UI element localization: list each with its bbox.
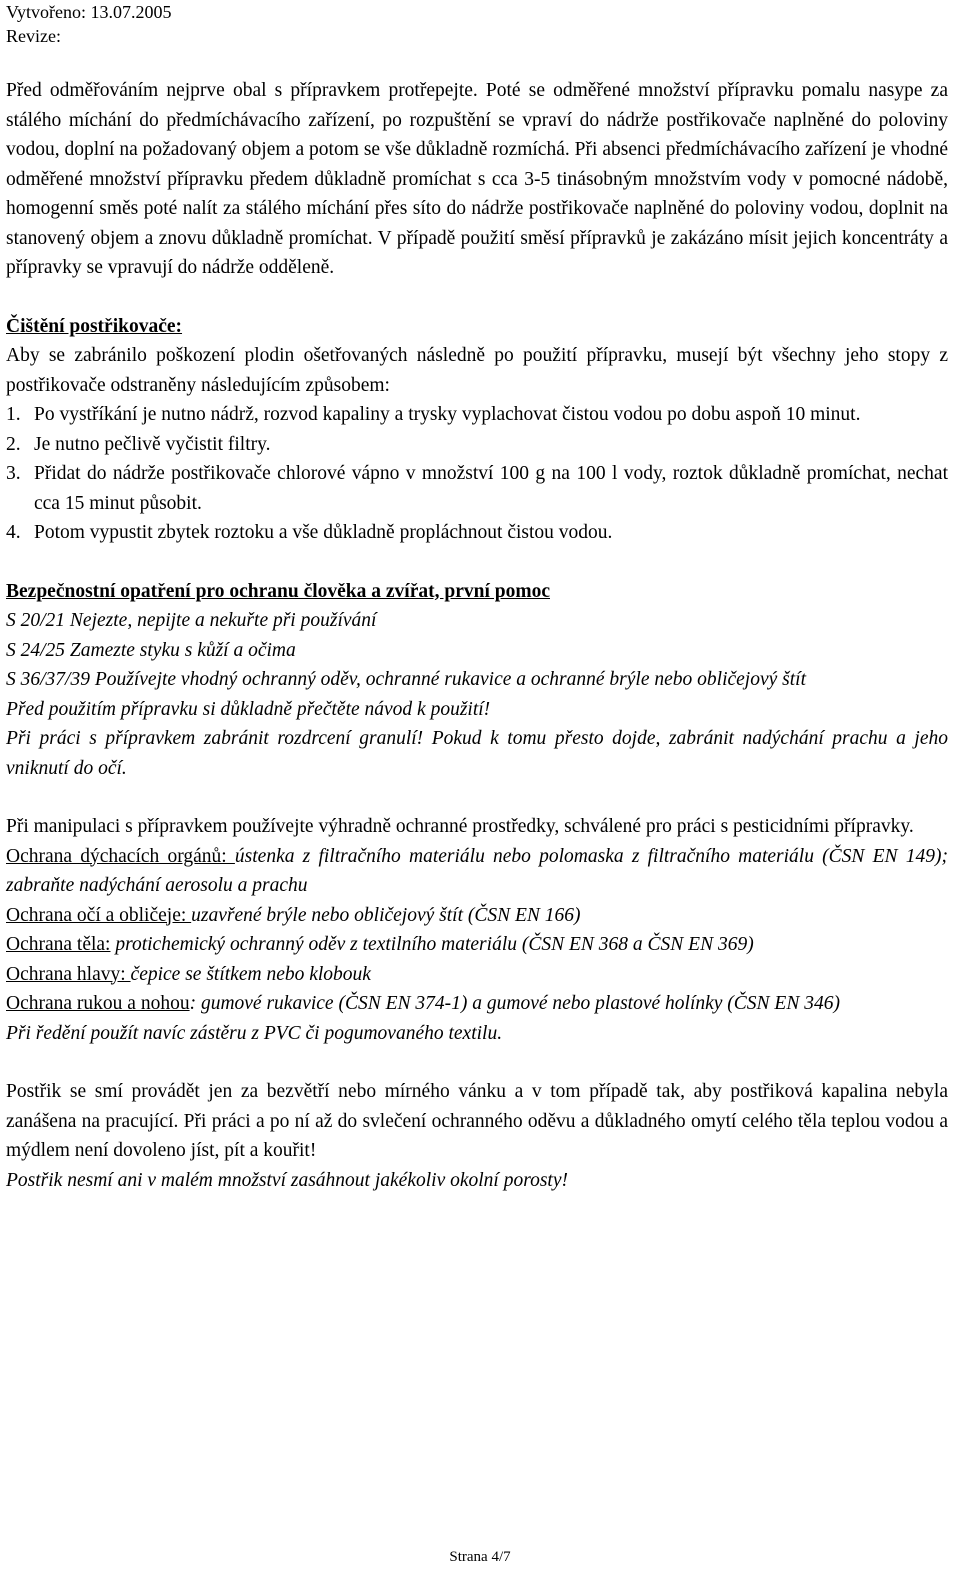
spraying-warning: Postřik nesmí ani v malém množství zasáhnout jakékoliv okolní porosty! <box>6 1169 568 1191</box>
step-text: Je nutno pečlivě vyčistit filtry. <box>34 433 271 455</box>
safety-phrase: S 36/37/39 Používejte vhodný ochranný oděv, ochranné rukavice a ochranné brýle nebo obličejový štít <box>6 669 806 690</box>
cleaning-step <box>6 430 948 460</box>
protection-label: Ochrana očí a obličeje: <box>6 904 192 926</box>
safety-section <box>6 577 948 784</box>
cleaning-step <box>6 400 948 430</box>
protection-section <box>6 812 948 1048</box>
cleaning-intro: Aby se zabránilo poškození plodin ošetřovaných následně po použití přípravku, musejí být všechny jeho stopy z postřikovače odstraněny následujícím způsobem: <box>6 345 948 396</box>
protection-text: čepice se štítkem nebo klobouk <box>130 963 371 985</box>
protection-label: Ochrana dýchacích orgánů: <box>6 845 235 867</box>
step-text: Potom vypustit zbytek roztoku a vše důkladně propláchnout čistou vodou. <box>34 522 613 543</box>
spraying-paragraph: Postřik se smí provádět jen za bezvětří nebo mírného vánku a v tom případě tak, aby postřiková kapalina nebyla zanášena na pracující. Při práci a po ní až do svlečení ochranného oděvu a důkladného omytí celého těla teplou vodou a mýdlem není dovoleno jíst, pít a kouřit! <box>6 1081 948 1161</box>
safety-phrase: S 20/21 Nejezte, nepijte a nekuřte při používání <box>6 610 377 631</box>
cleaning-step <box>6 459 948 518</box>
document-body <box>6 76 948 1195</box>
step-number: 2. <box>6 433 21 455</box>
safety-phrase: S 24/25 Zamezte styku s kůží a očima <box>6 639 296 661</box>
safety-phrase: Před použitím přípravku si důkladně přečtěte návod k použití! <box>6 698 491 720</box>
step-text: Po vystříkání je nutno nádrž, rozvod kapaliny a trysky vyplachovat čistou vodou po dobu aspoň 10 minut. <box>34 404 861 425</box>
protection-text: protichemický ochranný oděv z textilního materiálu (ČSN EN 368 a ČSN EN 369) <box>110 934 754 955</box>
spraying-section <box>6 1077 948 1195</box>
protection-item <box>6 930 948 960</box>
safety-phrase: Při práci s přípravkem zabránit rozdrcení granulí! Pokud k tomu přesto dojde, zabránit nadýchání prachu a jeho vniknutí do očí. <box>6 728 948 779</box>
protection-label: Ochrana rukou a nohou <box>6 993 190 1014</box>
protection-item <box>6 989 948 1019</box>
step-number: 1. <box>6 404 21 425</box>
protection-item <box>6 960 948 990</box>
protection-item <box>6 842 948 901</box>
protection-text: : gumové rukavice (ČSN EN 374-1) a gumové nebo plastové holínky (ČSN EN 346) <box>189 993 840 1014</box>
safety-section-title: Bezpečnostní opatření pro ochranu člověka a zvířat, první pomoc <box>6 580 550 602</box>
protection-item <box>6 901 948 931</box>
protection-text: ústenka z filtračního materiálu nebo polomaska z filtračního materiálu (ČSN EN 149); zabraňte nadýchání aerosolu a prachu <box>6 845 948 896</box>
protection-label: Ochrana hlavy: <box>6 963 131 985</box>
cleaning-step <box>6 518 948 548</box>
step-number: 4. <box>6 522 21 543</box>
protection-text: uzavřené brýle nebo obličejový štít (ČSN EN 166) <box>191 904 581 926</box>
mixing-instructions-paragraph: Před odměřováním nejprve obal s přípravkem protřepejte. Poté se odměřené množství přípravku pomalu nasype za stálého míchání do předmíchávacího zařízení, po rozpuštění se vpraví do nádrže postřikovače naplněné do poloviny vodou, doplní na požadovaný objem a potom se vše důkladně rozmíchá. Při absenci předmíchávacího zařízení je vhodné odměřené množství přípravku předem důkladně promíchat s cca 3-5 tinásobným množstvím vody v pomocné nádobě, homogenní směs poté nalít za stálého míchání přes síto do nádrže postřikovače naplněné do poloviny vodou, doplnit na stanovený objem a znovu důkladně promíchat. V případě použití směsí přípravků je zakázáno mísit jejich koncentráty a přípravky se vpravují do nádrže odděleně. <box>6 80 948 278</box>
step-number: 3. <box>6 463 21 484</box>
document-header <box>6 0 172 48</box>
protection-intro: Při manipulaci s přípravkem používejte výhradně ochranné prostředky, schválené pro práci s pesticidními přípravky. <box>6 816 914 837</box>
cleaning-section-title: Čištění postřikovače: <box>6 315 183 337</box>
protection-label: Ochrana těla: <box>6 934 111 955</box>
step-text: Přidat do nádrže postřikovače chlorové vápno v množství 100 g na 100 l vody, roztok důkladně promíchat, nechat cca 15 minut působit. <box>34 463 948 514</box>
page-number: Strana 4/7 <box>449 1549 511 1565</box>
protection-note: Při ředění použít navíc zástěru z PVC či pogumovaného textilu. <box>6 1022 503 1044</box>
created-date: Vytvořeno: 13.07.2005 <box>6 2 172 22</box>
revision-label: Revize: <box>6 26 61 46</box>
cleaning-section <box>6 312 948 548</box>
